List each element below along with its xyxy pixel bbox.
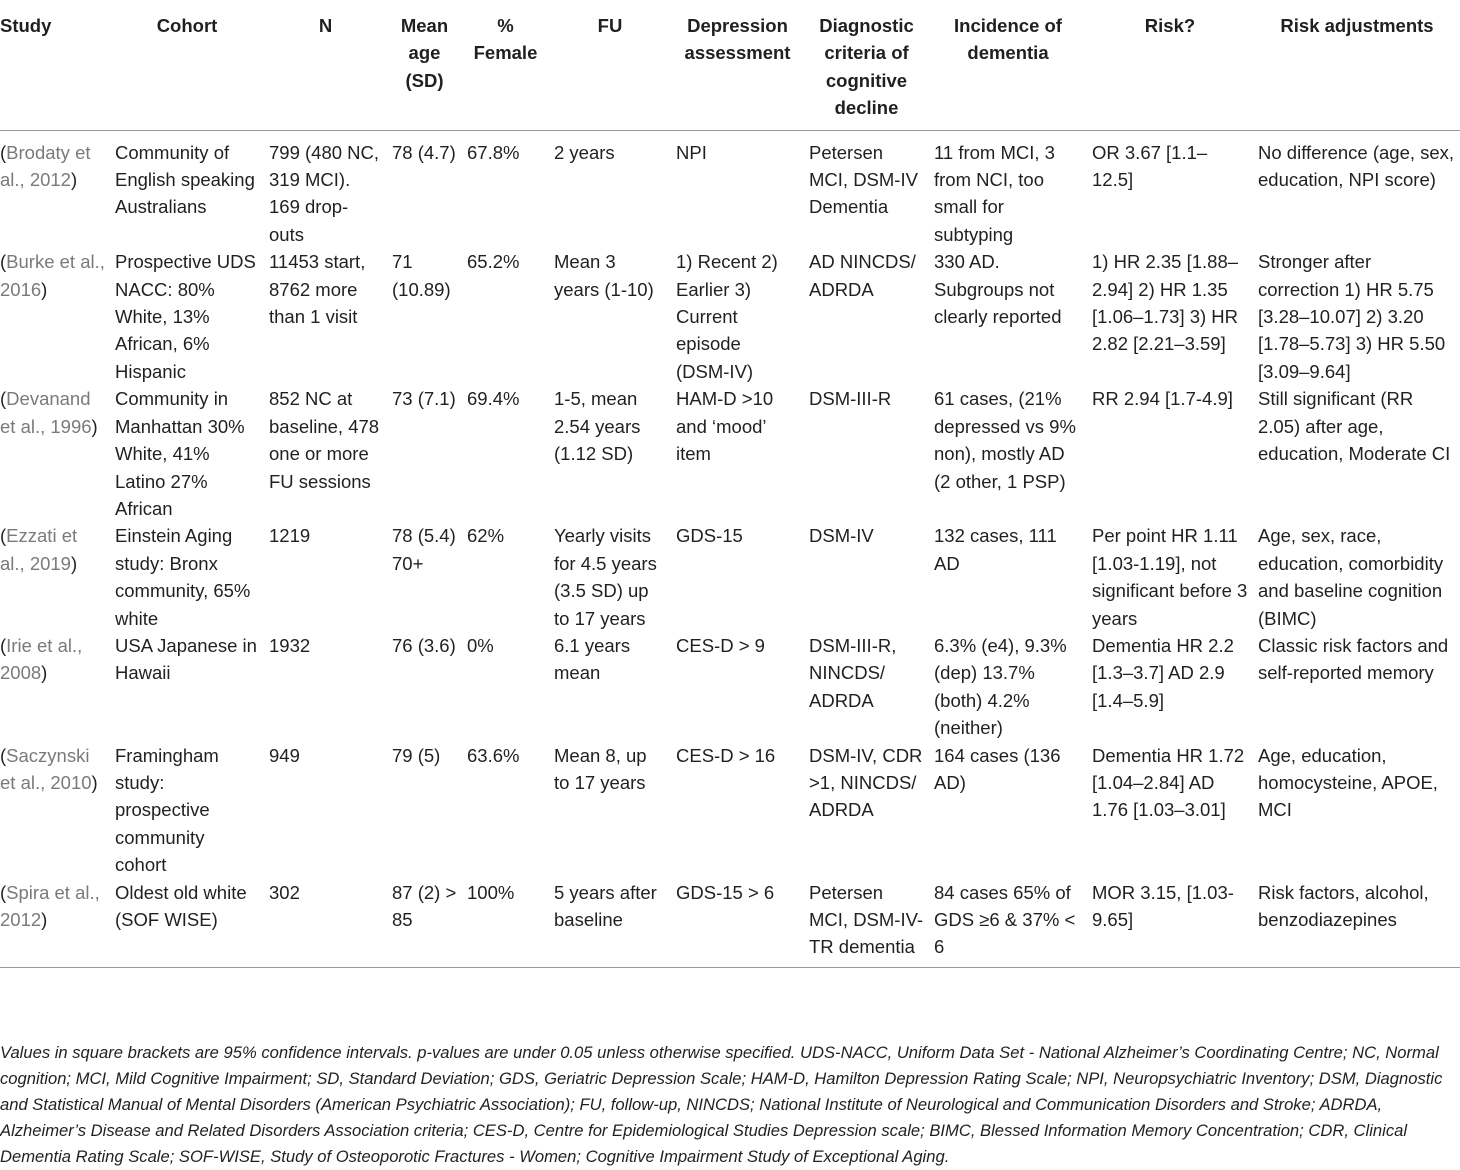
table-footnote: Values in square brackets are 95% confidence intervals. p-values are under 0.05 unless otherwise specified. UDS-NACC, Uniform Data Set - National Alzheimer’s Coordinating Centre; NC, Normal cognition; MCI, Mild Cognitive Impairment; SD, Standard Deviation; GDS, Geriatric Depression Scale; HAM-D, Hamilton Depression Rating Scale; NPI, Neuropsychiatric Inventory; DSM, Diagnostic and Statistical Manual of Mental Disorders (American Psychiatric Association); FU, follow-up, NINCDS; National Institute of Neurological and Communication Disorders and Stroke; ADRDA, Alzheimer’s Disease and Related Disorders Association criteria; CES-D, Centre for Epidemiological Studies Depression scale; BIMC, Blessed Information Memory Concentration; CDR, Clinical Dementia Rating Scale; SOF-WISE, Study of Osteoporotic Fractures - Women; Cognitive Impairment Study of Exceptional Aging. (0, 1043, 1443, 1166)
cell-criteria: AD NINCDS/ ADRDA (809, 251, 916, 300)
open-paren: ( (0, 251, 7, 273)
cell-depression: NPI (676, 141, 707, 163)
cell-age: 78 (5.4) 70+ (392, 525, 456, 574)
close-paren: ) (41, 662, 48, 684)
cell-adjustments: Stronger after correction 1) HR 5.75 [3.28–10.07] 2) 3.20 [1.78–5.73] 3) HR 5.50 [3.09–9.64] (1258, 251, 1446, 382)
header-row (0, 0, 1460, 130)
cell-cohort: Oldest old white (SOF WISE) (109, 879, 263, 968)
cell-cohort: Community of English speaking Australians (115, 141, 255, 218)
cell-age: 78 (4.7) (392, 141, 456, 163)
table-row (0, 632, 1460, 742)
cell-n: 1932 (269, 634, 311, 656)
cell-criteria: DSM-III-R, NINCDS/ ADRDA (809, 634, 897, 711)
cell-study (0, 130, 109, 248)
cell-cohort: Framingham study: prospective community cohort (115, 744, 219, 876)
cell-fu: Mean 8, up to 17 years (554, 744, 647, 793)
study-citation-link[interactable]: Brodaty et al., 2012 (0, 141, 91, 191)
cell-risk: RR 2.94 [1.7-4.9] (1092, 388, 1233, 410)
cell-age: 87 (2) > 85 (386, 879, 461, 968)
cell-female: 69.4% (467, 388, 520, 410)
cell-fu: 2 years (554, 141, 615, 163)
cell-cohort: Einstein Aging study: Bronx community, 65% white (115, 525, 251, 629)
cell-adjustments: Still significant (RR 2.05) after age, education, Moderate CI (1258, 388, 1451, 465)
cell-n: 852 NC at baseline, 478 one or more FU sessions (269, 388, 380, 492)
table-row (0, 742, 1460, 879)
cell-study (0, 248, 109, 385)
cell-adjustments: Age, education, homocysteine, APOE, MCI (1258, 744, 1438, 821)
open-paren: ( (0, 881, 7, 903)
open-paren: ( (0, 141, 7, 163)
cell-adjustments: Classic risk factors and self-reported memory (1258, 634, 1449, 684)
close-paren: ) (91, 771, 98, 793)
cell-age: 79 (5) (392, 744, 441, 766)
header-diagnostic-criteria: Diagnostic criteria of cognitive decline (803, 0, 928, 130)
cell-study (0, 522, 109, 632)
cell-incidence: 6.3% (e4), 9.3% (dep) 13.7% (both) 4.2% (neither) (934, 634, 1067, 739)
cell-female: 67.8% (467, 141, 520, 163)
cell-incidence: 164 cases (136 AD) (934, 744, 1061, 793)
header-incidence: Incidence of dementia (928, 0, 1086, 130)
cell-depression: GDS-15 > 6 (670, 879, 803, 968)
cell-depression: HAM-D >10 and ‘mood’ item (676, 388, 774, 465)
header-depression-assessment: Depression assessment (670, 0, 803, 130)
cell-criteria: DSM-III-R (809, 388, 892, 410)
study-citation-link[interactable]: Irie et al., 2008 (0, 634, 83, 684)
cell-risk: Per point HR 1.11 [1.03-1.19], not significant before 3 years (1092, 525, 1248, 629)
header-cohort: Cohort (109, 0, 263, 130)
cell-fu: 5 years after baseline (548, 879, 670, 968)
cell-fu: Mean 3 years (1-10) (554, 251, 654, 300)
open-paren: ( (0, 744, 7, 766)
cell-age: 76 (3.6) (392, 634, 456, 656)
cell-incidence: 61 cases, (21% depressed vs 9% non), mostly AD (2 other, 1 PSP) (934, 388, 1076, 492)
close-paren: ) (70, 169, 78, 191)
cell-adjustments: Age, sex, race, education, comorbidity and baseline cognition (BIMC) (1258, 525, 1444, 629)
cell-depression: CES-D > 16 (676, 744, 776, 766)
cell-risk: 1) HR 2.35 [1.88–2.94] 2) HR 1.35 [1.06–1.73] 3) HR 2.82 [2.21–3.59] (1092, 251, 1239, 355)
cell-depression: 1) Recent 2) Earlier 3) Current episode (DSM-IV) (676, 251, 778, 382)
table-header (0, 0, 1460, 130)
cell-n: 799 (480 NC, 319 MCI). 169 drop-outs (269, 141, 380, 245)
cell-criteria: DSM-IV, CDR >1, NINCDS/ ADRDA (809, 744, 923, 821)
cell-n: 949 (269, 744, 300, 766)
cell-incidence: 330 AD. Subgroups not clearly reported (934, 251, 1062, 328)
cell-cohort: USA Japanese in Hawaii (115, 634, 257, 684)
cell-fu: 6.1 years mean (554, 634, 631, 684)
cell-criteria: Petersen MCI, DSM-IV Dementia (809, 141, 918, 218)
cell-female: 100% (461, 879, 548, 968)
cell-risk: MOR 3.15, [1.03-9.65] (1086, 879, 1252, 968)
cell-cohort: Prospective UDS NACC: 80% White, 13% African, 6% Hispanic (115, 251, 256, 382)
cell-criteria: Petersen MCI, DSM-IV-TR dementia (803, 879, 928, 968)
close-paren: ) (41, 278, 48, 300)
cell-female: 63.6% (467, 744, 520, 766)
cell-adjustments: Risk factors, alcohol, benzodiazepines (1252, 879, 1460, 968)
table-row (0, 130, 1460, 248)
header-study: Study (0, 0, 109, 130)
cell-incidence: 11 from MCI, 3 from NCI, too small for subtyping (934, 141, 1055, 245)
cell-adjustments: No difference (age, sex, education, NPI score) (1258, 141, 1455, 191)
cell-risk: Dementia HR 2.2 [1.3–3.7] AD 2.9 [1.4–5.9] (1092, 634, 1234, 711)
table-row (0, 385, 1460, 522)
header-n: N (263, 0, 386, 130)
study-citation-link[interactable]: Devanand et al., 1996 (0, 388, 92, 437)
close-paren: ) (41, 909, 48, 930)
header-risk-adjustments: Risk adjustments (1252, 0, 1460, 130)
cell-depression: CES-D > 9 (676, 634, 765, 656)
open-paren: ( (0, 634, 7, 656)
cell-cohort: Community in Manhattan 30% White, 41% Latino 27% African (115, 388, 245, 519)
open-paren: ( (0, 525, 7, 547)
cell-n: 11453 start, 8762 more than 1 visit (269, 251, 366, 328)
cell-n: 1219 (269, 525, 311, 547)
cell-female: 65.2% (467, 251, 520, 273)
study-citation-link[interactable]: Burke et al., 2016 (0, 251, 105, 300)
cell-risk: Dementia HR 1.72 [1.04–2.84] AD 1.76 [1.03–3.01] (1092, 744, 1245, 821)
cell-female: 62% (467, 525, 505, 547)
cell-depression: GDS-15 (676, 525, 743, 547)
cell-study (0, 385, 109, 522)
header-mean-age: Mean age (SD) (386, 0, 461, 130)
table-row (0, 248, 1460, 385)
header-female: % Female (461, 0, 548, 130)
cell-incidence: 84 cases 65% of GDS ≥6 & 37% < 6 (928, 879, 1086, 968)
study-citation-link[interactable]: Saczynski et al., 2010 (0, 744, 92, 793)
cell-study (0, 879, 109, 968)
cell-study (0, 632, 109, 742)
table-row (0, 522, 1460, 632)
header-fu: FU (548, 0, 670, 130)
cell-risk: OR 3.67 [1.1–12.5] (1092, 141, 1208, 191)
cell-fu: Yearly visits for 4.5 years (3.5 SD) up to 17 years (554, 525, 657, 629)
cell-age: 71 (10.89) (392, 251, 451, 300)
close-paren: ) (70, 552, 78, 574)
cell-n: 302 (263, 879, 386, 968)
study-citation-link[interactable]: Ezzati et al., 2019 (0, 525, 78, 574)
cell-study (0, 742, 109, 879)
table-body (0, 130, 1460, 967)
open-paren: ( (0, 388, 7, 410)
cell-criteria: DSM-IV (809, 525, 874, 547)
cell-female: 0% (467, 634, 494, 656)
cell-incidence: 132 cases, 111 AD (934, 525, 1057, 574)
cell-fu: 1-5, mean 2.54 years (1.12 SD) (554, 388, 641, 465)
table-row (0, 879, 1460, 968)
close-paren: ) (91, 415, 98, 437)
study-citation-link[interactable]: Spira et al., 2012 (0, 881, 100, 930)
header-risk: Risk? (1086, 0, 1252, 130)
cell-age: 73 (7.1) (392, 388, 456, 410)
